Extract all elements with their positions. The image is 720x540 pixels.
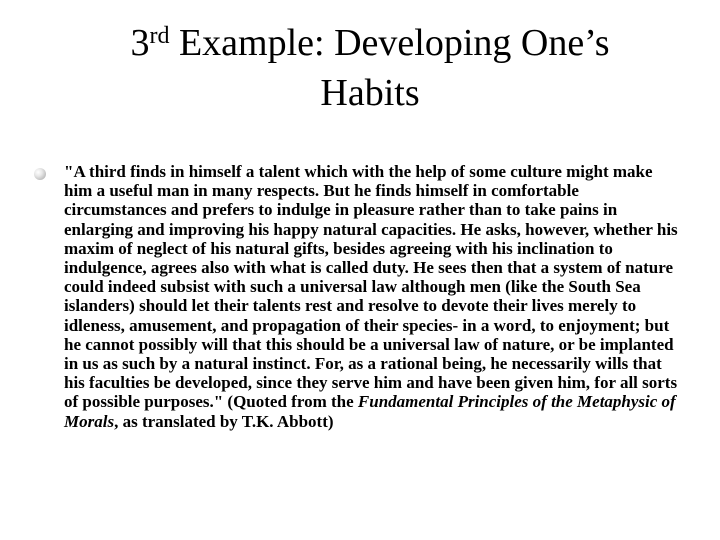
quote-text: "A third finds in himself a talent which with the help of some culture might make him a useful man in many respects. But he finds himself in comfortable circumstances and prefers to indulge in pleasure rather than to take pains in enlarging and improving his happy natural capacities. He asks, however, whether his maxim of neglect of his natural gifts, besides agreeing with his inclination to indulgence, agrees also with what is called duty. He sees then that a system of nature could indeed subsist with such a universal law although men (like the South Sea islanders) should let their talents rest and resolve to devote their lives merely to idleness, amusement, and propagation of their species- in a word, to enjoyment; but he cannot possibly will that this should be a universal law of nature, or be implanted in us as such by a natural instinct. For, as a rational being, he necessarily wills that his faculties be developed, since they serve him and have been given him, for all sorts of possible purposes." [64, 162, 678, 412]
slide-title [20, 18, 720, 118]
title-line1: Example: Developing One’s [169, 22, 610, 64]
citation-prefix: (Quoted from the [223, 392, 358, 412]
bullet-dot-icon [34, 168, 46, 180]
citation-work-title: Fundamental Principles of the Metaphysic of Morals [64, 392, 676, 431]
bullet-item [0, 162, 720, 431]
title-line2: Habits [320, 72, 420, 114]
title-number: 3 [130, 22, 150, 64]
bullet-list [0, 162, 720, 431]
citation-suffix: , as translated by T.K. Abbott) [114, 411, 334, 431]
title-ordinal-suffix: rd [149, 23, 170, 49]
kant-quote [64, 162, 680, 431]
